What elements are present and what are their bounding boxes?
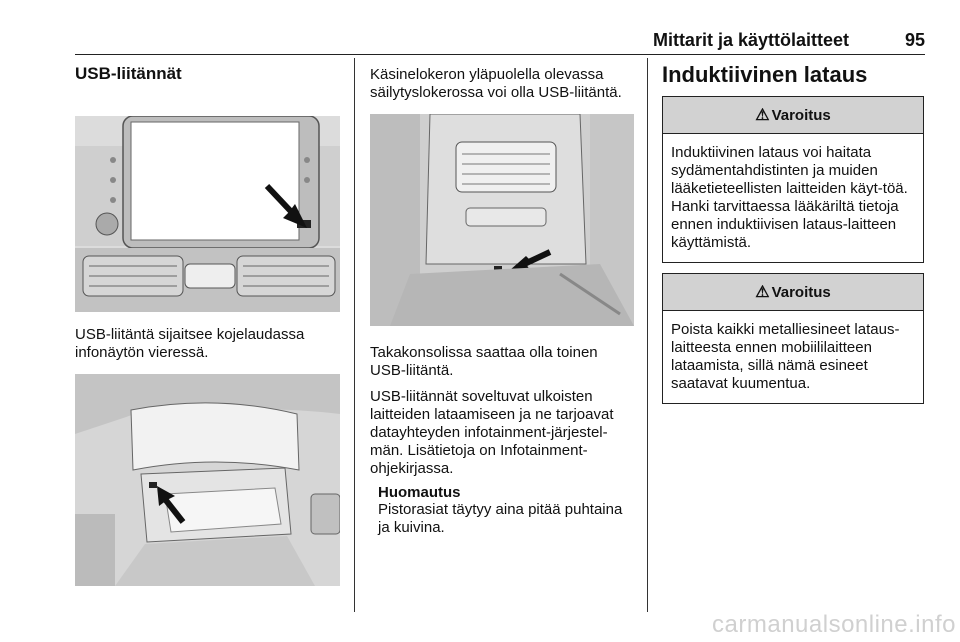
column-usb-intro [75,58,340,586]
warning-header [663,97,923,134]
intro-text: Käsinelokeron yläpuolella olevassa säilytyslokerossa voi olla USB-liitäntä. [370,66,622,101]
paragraph-text: Takakonsolissa saattaa olla toinen USB-liitäntä. [370,344,598,379]
warning-box [662,96,924,263]
warning-triangle-icon: ⚠ [755,107,770,124]
warning-body [663,134,923,262]
note-text: Pistorasiat täytyy aina pitää puhtaina ja kuivina. [378,501,623,536]
glovebox-usb-illustration-svg [75,374,340,586]
column-divider [647,58,648,612]
note-block [370,484,634,537]
dashboard-usb-illustration-svg [75,116,340,312]
column-divider [354,58,355,612]
section-heading: USB-liitännät [75,64,182,83]
warning-title: Varoitus [771,283,831,301]
column-inductive-charging [662,58,924,404]
page-header [75,28,925,55]
caption-text: USB-liitäntä sijaitsee kojelaudassa infonäytön vieressä. [75,326,305,361]
rear-console-usb-illustration [370,114,634,326]
warning-header [663,274,923,311]
warning-body [663,311,923,403]
column-usb-details [370,58,634,537]
warning-triangle-icon: ⚠ [755,284,770,301]
paragraph-text: USB-liitännät soveltuvat ulkoisten laitteiden lataamiseen ja ne tarjoavat datayhteyden infotainment-järjestel-män. Lisätietoja on Infotainment-ohjekirjassa. [370,388,614,477]
rear-console-usb-illustration-svg [370,114,634,326]
page-number: 95 [904,30,925,50]
section-heading: Induktiivinen lataus [662,62,868,87]
dashboard-usb-illustration [75,116,340,312]
watermark: carmanualsonline.info [712,611,956,638]
note-label: Huomautus [378,484,461,501]
section-title: Mittarit ja käyttölaitteet [652,30,849,50]
warning-text: Poista kaikki metalliesineet lataus-laitteesta ennen mobiililaitteen lataamista, sillä nämä esineet saatavat kuumentua. [671,321,900,392]
warning-title: Varoitus [771,106,831,124]
warning-box [662,273,924,404]
glovebox-usb-illustration [75,374,340,586]
warning-text: Induktiivinen lataus voi haitata sydämentahdistinten ja muiden lääketieteellisten laitteiden käyt-töä. Hanki tarvittaessa lääkäriltä tietoja ennen induktiivisen lataus-laitteen käyttämistä. [671,144,908,251]
